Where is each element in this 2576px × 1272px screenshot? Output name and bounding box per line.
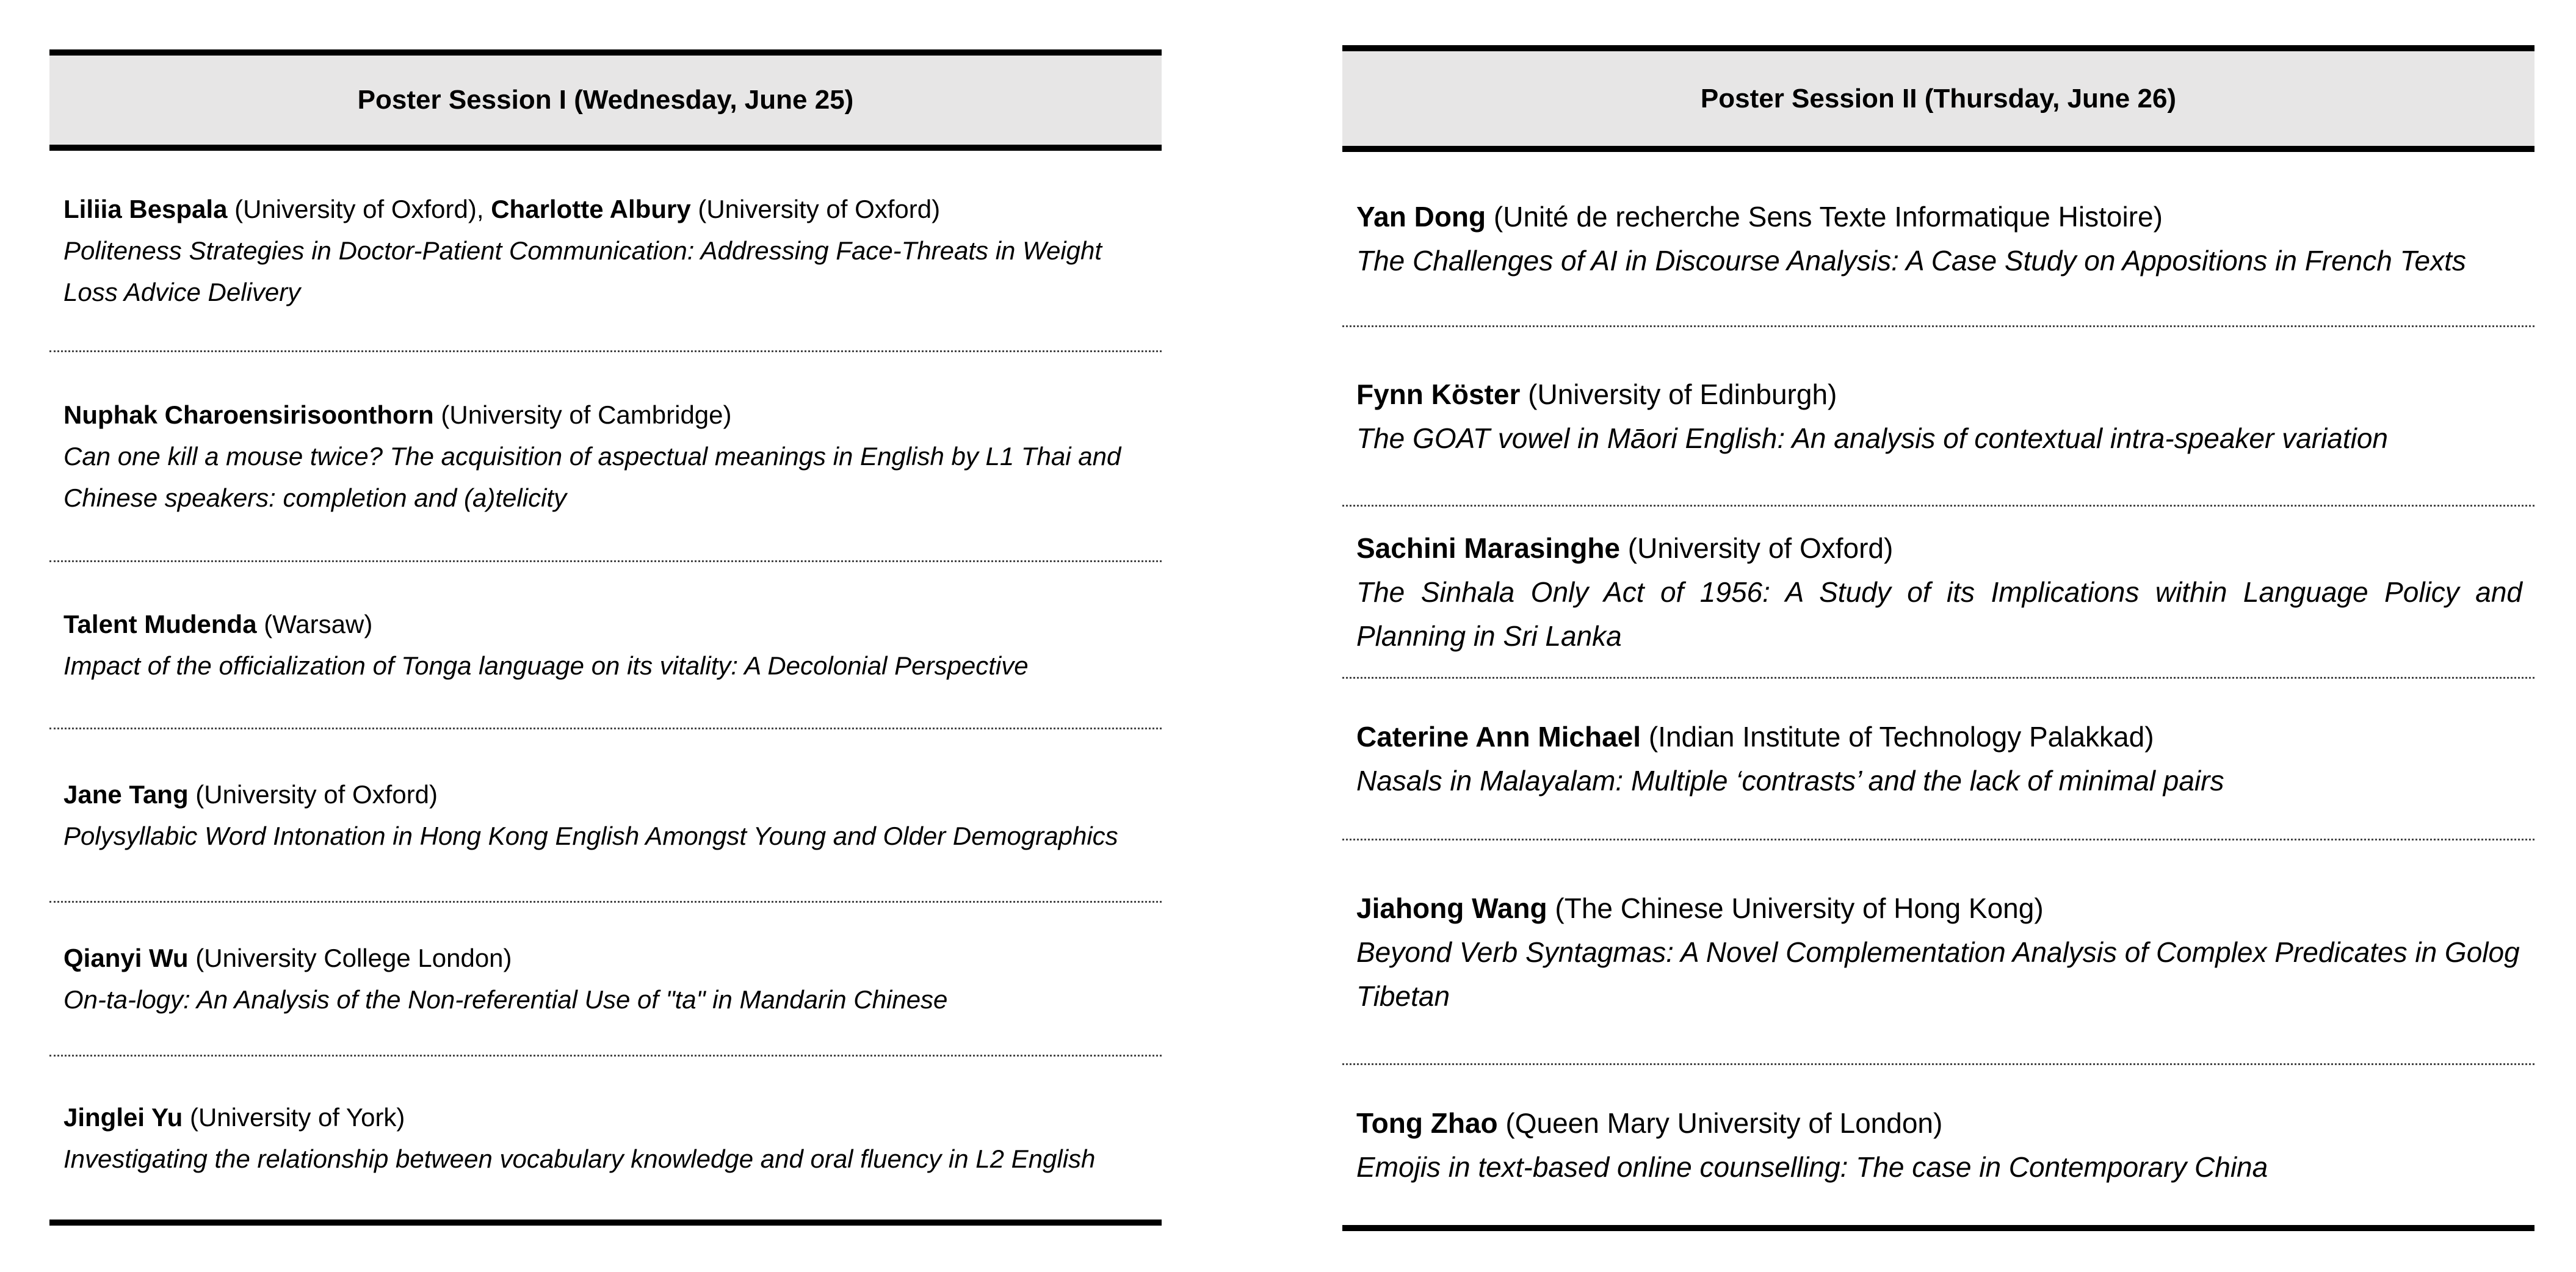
poster-title: The GOAT vowel in Māori English: An analysis of contextual intra-speaker variation: [1356, 422, 2388, 454]
poster-entry: [49, 562, 1162, 729]
poster-entry: [49, 1057, 1162, 1226]
poster-title: Emojis in text-based online counselling: The case in Contemporary China: [1356, 1151, 2268, 1183]
poster-entry: [1342, 507, 2534, 679]
poster-entry: [1342, 679, 2534, 840]
poster-entry: [49, 903, 1162, 1057]
poster-title: Beyond Verb Syntagmas: A Novel Complementation Analysis of Complex Predicates in Golog Tibetan: [1356, 936, 2520, 1012]
poster-authors: Jiahong Wang (The Chinese University of Hong Kong): [1356, 892, 2044, 924]
poster-authors: Caterine Ann Michael (Indian Institute of Technology Palakkad): [1356, 721, 2154, 753]
poster-title: On-ta-logy: An Analysis of the Non-referential Use of "ta" in Mandarin Chinese: [63, 985, 948, 1014]
session-1-title: Poster Session I (Wednesday, June 25): [357, 85, 854, 115]
poster-authors: Sachini Marasinghe (University of Oxford): [1356, 532, 1894, 564]
poster-title: Investigating the relationship between vocabulary knowledge and oral fluency in L2 English: [63, 1144, 1096, 1173]
poster-authors: Fynn Köster (University of Edinburgh): [1356, 378, 1837, 410]
session-2-title: Poster Session II (Thursday, June 26): [1700, 83, 2177, 114]
poster-authors: Yan Dong (Unité de recherche Sens Texte Informatique Histoire): [1356, 201, 2163, 233]
session-1-header: [49, 49, 1162, 151]
poster-authors: Jinglei Yu (University of York): [63, 1102, 405, 1132]
poster-entry: [1342, 840, 2534, 1065]
poster-title: Polysyllabic Word Intonation in Hong Kong English Amongst Young and Older Demographics: [63, 821, 1118, 850]
poster-entry: [1342, 327, 2534, 507]
poster-title: Impact of the officialization of Tonga language on its vitality: A Decolonial Perspective: [63, 651, 1029, 680]
poster-authors: Tong Zhao (Queen Mary University of London): [1356, 1107, 1943, 1139]
poster-title: Can one kill a mouse twice? The acquisition of aspectual meanings in English by L1 Thai and Chinese speakers: completion and (a)telicity: [63, 441, 1121, 512]
session-1-entries: [49, 151, 1162, 1226]
poster-authors: Talent Mudenda (Warsaw): [63, 609, 373, 638]
poster-title: The Challenges of AI in Discourse Analysis: A Case Study on Appositions in French Texts: [1356, 245, 2466, 276]
poster-authors: Liliia Bespala (University of Oxford), Charlotte Albury (University of Oxford): [63, 194, 941, 223]
poster-entry: [49, 729, 1162, 903]
poster-entry: [49, 151, 1162, 352]
poster-authors: Nuphak Charoensirisoonthorn (University of Cambridge): [63, 400, 732, 429]
poster-entry: [1342, 1065, 2534, 1231]
poster-title: The Sinhala Only Act of 1956: A Study of its Implications within Language Policy and Planning in Sri Lanka: [1356, 576, 2522, 652]
session-2-header: [1342, 45, 2534, 152]
poster-title: Politeness Strategies in Doctor-Patient Communication: Addressing Face-Threats in Weight Loss Advice Delivery: [63, 236, 1102, 306]
poster-authors: Qianyi Wu (University College London): [63, 943, 512, 972]
poster-entry: [49, 352, 1162, 562]
session-2-entries: [1342, 152, 2534, 1231]
poster-authors: Jane Tang (University of Oxford): [63, 779, 438, 809]
poster-entry: [1342, 152, 2534, 327]
poster-title: Nasals in Malayalam: Multiple ‘contrasts’ and the lack of minimal pairs: [1356, 765, 2224, 797]
